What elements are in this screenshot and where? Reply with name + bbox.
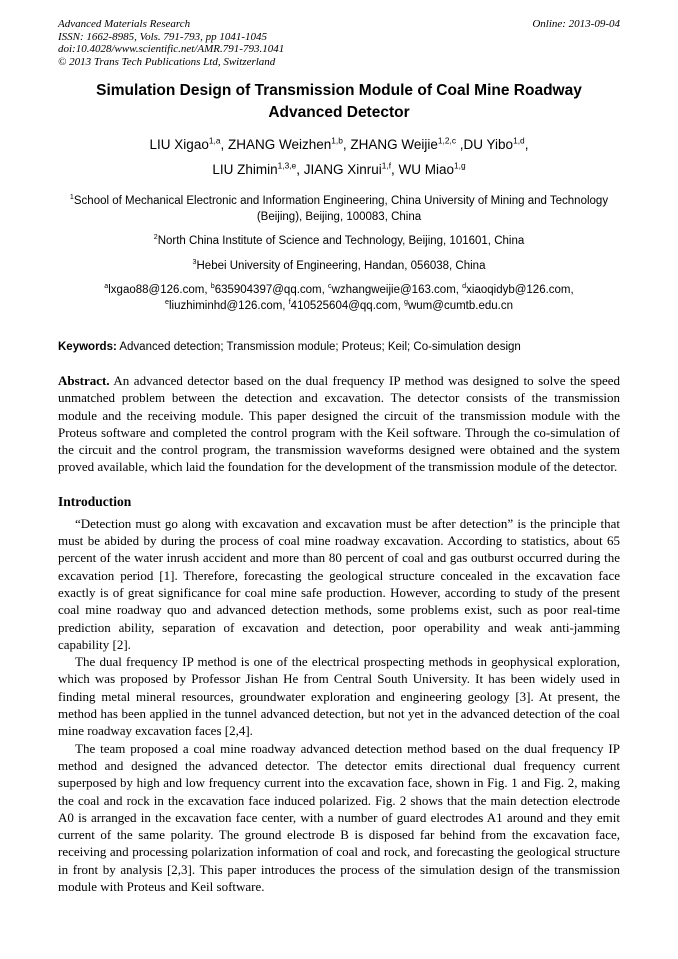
abstract-label: Abstract. [58,373,110,388]
journal-header [58,18,620,68]
introduction-paragraph-2: The dual frequency IP method is one of the electrical prospecting methods in geophysical exploration, which was proposed by Professor Jishan He from Central South University. It has been widely used in finding metal mineral resources, groundwater exploration and engineering geology [3]. At present, the method has been applied in the tunnel advanced detection, but not yet in the advanced detection of the coal mine roadway excavation faces [2,4]. [58,654,620,739]
author-line-1: LIU Xigao$^{1,a}$, ZHANG Weizhen$^{1,b}$, ZHANG Weijie$^{1,2,c}$ ,DU Yibo$^{1,d}$, [149,135,529,152]
keywords-label: Keywords: [58,341,117,353]
affiliation-2: $^2$North China Institute of Science and Technology, Beijing, 101601, China [153,233,525,247]
author-line-2: LIU Zhimin$^{1,3,e}$, JIANG Xinrui$^{1,f}$, WU Miao$^{1,g}$ [212,160,466,177]
doi-line: doi:10.4028/www.scientific.net/AMR.791-793.1041 [58,43,285,55]
introduction-heading: Introduction [58,493,132,509]
journal-header-left [58,18,284,68]
author-list [58,132,620,182]
introduction-paragraph-1: “Detection must go along with excavation and excavation must be after detection” is the principle that must be abided by during the process of coal mine roadway excavation. According to statistics, about 65 percent of the water inrush accident and more than 80 percent of coal and gas outburst occurred during the excavation period [1]. Therefore, forecasting the geological structure concealed in the excavation face exactly is of great significance for coal mine safe production. However, according to study of the present coal mine roadway quo and advanced detection methods, some problems exist, such as poor real-time prediction ability, separation of excavation and detection, poor operability and weak anti-jamming capability [2]. [58,515,620,652]
copyright-line: © 2013 Trans Tech Publications Ltd, Switzerland [58,55,276,68]
paper-title-line2: Advanced Detector [268,104,410,121]
issn-line: ISSN: 1662-8985, Vols. 791-793, pp 1041-1045 [58,30,267,43]
paper-title [64,80,614,124]
paper-title-line1: Simulation Design of Transmission Module of Coal Mine Roadway [96,82,582,99]
keywords-text: Advanced detection; Transmission module; Proteus; Keil; Co-simulation design [116,341,521,353]
abstract-paragraph [58,372,620,476]
online-date: Online: 2013-09-04 [532,18,620,30]
affiliation-1: $^1$School of Mechanical Electronic and Information Engineering, China University of Mining and Technology (Beijing), Beijing, 100083, China [69,193,609,223]
affiliation-3: $^3$Hebei University of Engineering, Handan, 056038, China [192,257,486,272]
introduction-paragraph-3: The team proposed a coal mine roadway advanced detection method based on the dual frequency IP method and designed the advanced detector. The detector emits directional dual frequency current superposed by high and low frequency current into the excavation face, shown in Fig. 1 and Fig. 2, making the coal and rock in the excavation face induced polarized. Fig. 2 shows that the main detection electrode A0 is arranged in the excavation face center, with a number of guard electrodes A1 around and they emit current of the same polarity. The ground electrode B is disposed far behind from the excavation face, receiving and processing polarization information of coal and rock, and forecasting the geological structure in front by analysis [2,3]. This paper introduces the process of the simulation design of the transmission module with Proteus and Keil software. [58,740,620,895]
abstract-text: An advanced detector based on the dual frequency IP method was designed to solve the speed unmatched problem between the detection and excavation. The detector consists of the transmission module and the receiving module. This paper designed the circuit of the transmission module with the Proteus software and completed the control program with the Keil software. Through the co-simulation of the circuit and the control program, the transmission waveforms designed were obtained and the system proved available, which laid the foundation for the development of the transmission module of the detector. [58,373,620,475]
author-emails: $^a$lxgao88@126.com, $^b$635904397@qq.com, $^c$wzhangweijie@163.com, $^d$xiaoqidyb@126.com, $^e$liuzhiminhd@126.com, $^f$410525604@qq.com, $^g$wum@cumtb.edu.cn [104,282,574,312]
keywords-line [58,341,620,353]
journal-name: Advanced Materials Research [58,18,191,30]
